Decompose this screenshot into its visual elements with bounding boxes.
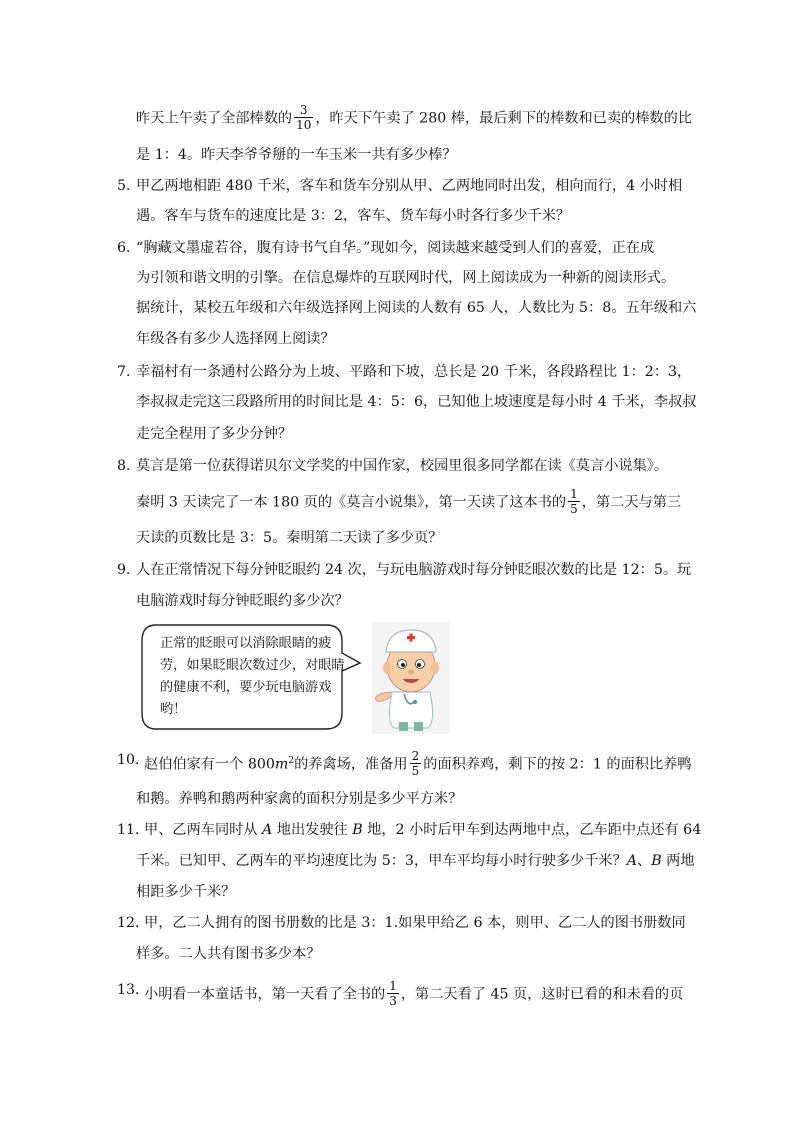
p7-line-2: 李叔叔走完这三段路所用的时间比是 4：5：6，已知他上坡速度是每小时 4 千米，李叔叔: [136, 394, 697, 410]
p11-number: 11．: [117, 822, 150, 838]
fraction-3-10: $\frac{3}{10}$: [296, 103, 312, 132]
p9-line-2: 电脑游戏时每分钟眨眼约多少次？: [136, 593, 349, 609]
p11-line-3: 相距多少千米？: [136, 884, 236, 900]
p5-line-1: 甲乙两地相距 480 千米，客车和货车分别从甲、乙两地同时出发，相向而行，4 小时相: [136, 178, 683, 194]
p9-number: 9．: [117, 562, 141, 578]
p13-line-1: 小明看一本童话书，第一天看了全书的 $\frac{1}{3}$ ，第二天看了 45 页，这时已看的和未看的页: [144, 979, 684, 1008]
p6-line-2: 为引领和谐文明的引擎。在信息爆炸的互联网时代，网上阅读成为一种新的阅读形式。: [136, 270, 676, 286]
p9-line-1: 人在正常情况下每分钟眨眼约 24 次，与玩电脑游戏时每分钟眨眼次数的比是 12：5。玩: [136, 562, 692, 578]
p12-line-2: 样多。二人共有图书多少本？: [136, 946, 321, 962]
p11-line-1: 甲、乙两车同时从 A 地出发驶往 B 地，2 小时后甲车到达两地中点，乙车距中点还有 64: [144, 822, 702, 838]
p8-line-3: 天读的页数比是 3：5。秦明第二天读了多少页？: [136, 530, 443, 546]
speech-bubble-text: 正常的眨眼可以消除眼睛的疲劳，如果眨眼次数过少，对眼睛的健康不利，要少玩电脑游戏哟！: [160, 636, 345, 717]
speech-bubble: [140, 623, 360, 731]
p6-line-3: 据统计，某校五年级和六年级选择网上阅读的人数有 65 人，人数比为 5：8。五年级和六: [136, 300, 697, 316]
p6-line-4: 年级各有多少人选择网上阅读？: [136, 331, 335, 347]
p7-line-3: 走完全程用了多少分钟？: [136, 426, 293, 442]
p5-number: 5．: [117, 178, 141, 194]
p7-number: 7．: [117, 364, 141, 380]
p8-line-2: 秦明 3 天读完了一本 180 页的《莫言小说集》，第一天读了这本书的 $\frac{1}{5}$ ，第二天与第三: [136, 487, 682, 516]
p4-line-1: 昨天上午卖了全部棒数的 $\frac{3}{10}$ ，昨天下午卖了 280 棒，最后剩下的棒数和已卖的棒数的比: [136, 103, 692, 132]
doctor-cartoon: [372, 622, 450, 734]
p13-number: 13．: [117, 982, 150, 998]
p6-line-1: “胸藏文墨虚若谷，腹有诗书气自华。”现如今，阅读越来越受到人们的喜爱，正在成: [136, 240, 655, 256]
p8-number: 8．: [117, 458, 141, 474]
fraction-2-5: $\frac{2}{5}$: [411, 749, 420, 778]
fraction-1-5: $\frac{1}{5}$: [570, 487, 578, 516]
p12-line-1: 甲，乙二人拥有的图书册数的比是 3：1.如果甲给乙 6 本，则甲、乙二人的图书册数同: [144, 915, 686, 931]
p6-number: 6．: [117, 240, 141, 256]
p7-line-1: 幸福村有一条通村公路分为上坡、平路和下坡，总长是 20 千米，各段路程比 1：2：3，: [136, 364, 692, 380]
fraction-1-3: $\frac{1}{3}$: [389, 979, 397, 1008]
p5-line-2: 遇。客车与货车的速度比是 3：2，客车、货车每小时各行多少千米？: [136, 208, 571, 224]
p8-line-1: 莫言是第一位获得诺贝尔文学奖的中国作家，校园里很多同学都在读《莫言小说集》。: [136, 458, 669, 474]
p10-line-2: 和鹅。养鸭和鹅两种家禽的面积分别是多少平方米？: [136, 791, 463, 807]
p10-number: 10．: [117, 752, 150, 768]
p11-line-2: 千米。已知甲、乙两车的平均速度比为 5：3，甲车平均每小时行驶多少千米？A、B 两地: [136, 853, 695, 869]
p12-number: 12．: [117, 915, 150, 931]
p10-line-1: 赵伯伯家有一个 $800m^2$的养禽场，准备用 $\frac{2}{5}$ 的面积养鸡，剩下的按 2：1 的面积比养鸭: [144, 749, 692, 778]
p4-line-2: 是 1：4。昨天李爷爷掰的一车玉米一共有多少棒？: [136, 147, 457, 163]
